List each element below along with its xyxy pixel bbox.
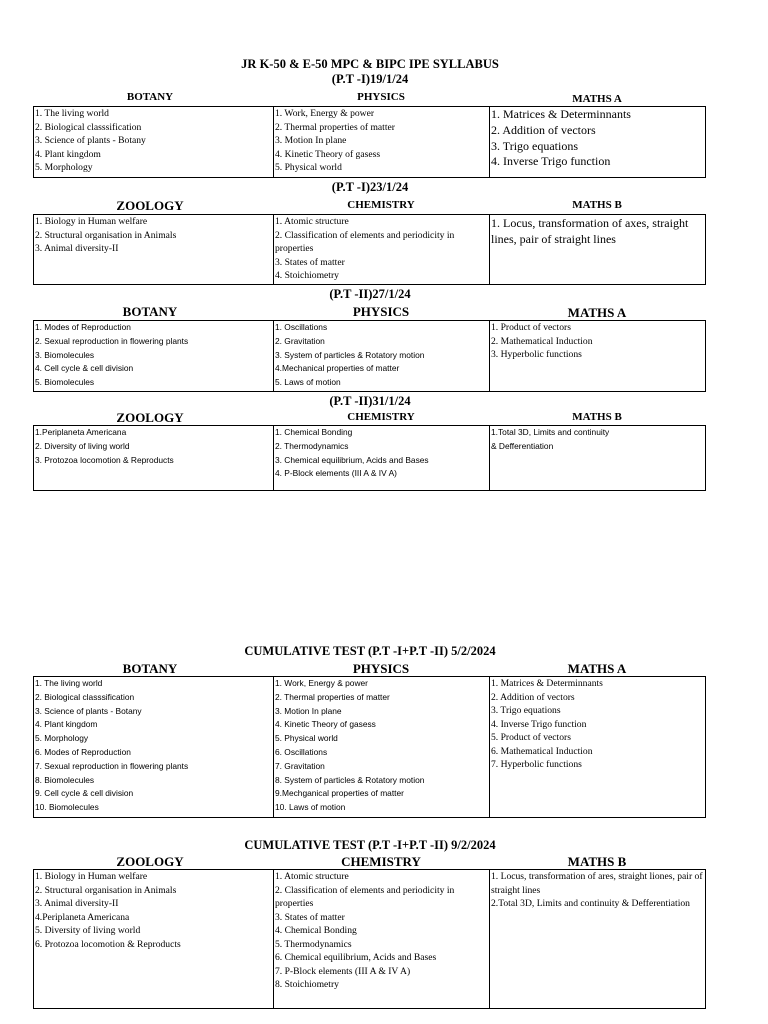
list-item: 2. Addition of vectors <box>491 691 575 703</box>
column-header: MATHS A <box>567 305 627 320</box>
list-item: & Defferentiation <box>491 440 554 451</box>
list-item: 4. Kinetic Theory of gasess <box>275 719 376 730</box>
table-cell <box>34 321 274 391</box>
section-heading: (P.T -II)31/1/24 <box>329 394 411 408</box>
list-item: 4. Inverse Trigo function <box>491 154 611 169</box>
list-item: 8. Stoichiometry <box>275 979 339 990</box>
syllabus-table <box>33 214 706 285</box>
column-header: ZOOLOGY <box>116 410 184 425</box>
list-item: 7. Hyperbolic functions <box>491 759 582 770</box>
list-item: 10. Biomolecules <box>35 802 99 813</box>
list-item: 1. Oscillations <box>275 322 328 332</box>
list-item: 1. Product of vectors <box>491 322 571 333</box>
list-item: 2. Sexual reproduction in flowering plants <box>35 335 189 346</box>
list-item: 1. Biology in Human welfare <box>35 216 148 227</box>
list-item: 3. Protozoa locomotion & Reproducts <box>35 454 174 465</box>
list-item: 1. Locus, transformation of axes, straight lines, pair of straight lines <box>491 216 689 246</box>
list-item: 5. Physical world <box>275 733 338 744</box>
list-item: 4. Chemical Bonding <box>275 925 357 936</box>
column-header: ZOOLOGY <box>116 854 184 869</box>
list-item: 3. Trigo equations <box>491 705 561 716</box>
list-item: 3. Biomolecules <box>35 349 95 360</box>
list-item: 7. Sexual reproduction in flowering plants <box>35 760 189 771</box>
column-header: MATHS A <box>567 661 627 676</box>
section-heading: CUMULATIVE TEST (P.T -I+P.T -II) 5/2/2024 <box>244 644 496 658</box>
table-cell <box>274 426 490 490</box>
list-item: 2. Diversity of living world <box>35 440 130 451</box>
list-item: 3. Science of plants - Botany <box>35 705 142 716</box>
table-cell <box>490 870 705 1008</box>
table-cell <box>274 321 490 391</box>
list-item: 2. Biological classsification <box>35 121 142 133</box>
list-item: 4. Inverse Trigo function <box>491 718 587 730</box>
list-item: 4. Plant kingdom <box>35 148 101 160</box>
list-item: 1. Work, Energy & power <box>275 678 368 688</box>
list-item: 3. Hyperbolic functions <box>491 349 582 360</box>
list-item: 3. System of particles & Rotatory motion <box>275 349 425 360</box>
list-item: 5. Laws of motion <box>275 377 341 388</box>
table-cell <box>34 426 274 490</box>
column-header: CHEMISTRY <box>347 411 415 423</box>
list-item: 5. Morphology <box>35 733 89 744</box>
list-item: 6. Mathematical Induction <box>491 745 593 757</box>
column-header: PHYSICS <box>352 661 410 676</box>
list-item: 3. States of matter <box>275 256 345 268</box>
list-item: 9.Mechganical properties of matter <box>275 788 404 799</box>
list-item: 2. Structural organisation in Animals <box>35 884 177 896</box>
column-header: PHYSICS <box>352 304 410 319</box>
column-header: CHEMISTRY <box>341 854 421 869</box>
list-item: 3. States of matter <box>275 911 345 923</box>
list-item: 1. The living world <box>35 678 103 688</box>
list-item: 1.Total 3D, Limits and continuity <box>491 427 610 437</box>
list-item: 2. Thermodynamics <box>275 440 349 451</box>
column-header: MATHS A <box>572 93 622 105</box>
list-item: 1. Atomic structure <box>275 871 349 882</box>
list-item: 3. Chemical equilibrium, Acids and Bases <box>275 454 429 465</box>
list-item: 3. Trigo equations <box>491 138 579 153</box>
table-cell <box>34 870 274 1008</box>
syllabus-table <box>33 425 706 491</box>
section-heading: (P.T -II)27/1/24 <box>329 287 411 301</box>
list-item: 2.Total 3D, Limits and continuity & Defferentiation <box>491 898 690 909</box>
column-header: ZOOLOGY <box>116 198 184 213</box>
list-item: 1. Matrices & Determinnants <box>491 678 603 689</box>
column-header: BOTANY <box>122 661 178 676</box>
list-item: 7. Gravitation <box>275 760 325 771</box>
list-item: 4.Mechanical properties of matter <box>275 363 400 374</box>
table-cell <box>274 677 490 817</box>
list-item: 4. Kinetic Theory of gasess <box>275 148 381 160</box>
list-item: 3. Animal diversity-II <box>35 243 119 254</box>
list-item: 7. P-Block elements (III A & IV A) <box>275 965 411 977</box>
list-item: 2. Thermal properties of matter <box>275 691 390 702</box>
list-item: 2. Structural organisation in Animals <box>35 229 177 241</box>
list-item: 8. System of particles & Rotatory motion <box>275 774 425 785</box>
list-item: 2. Addition of vectors <box>491 122 596 137</box>
table-cell <box>490 107 705 177</box>
syllabus-table <box>33 676 706 818</box>
list-item: 4. Cell cycle & cell division <box>35 363 134 374</box>
list-item: 4. Plant kingdom <box>35 719 98 730</box>
list-item: 2. Classification of elements and periodicity in properties <box>275 229 455 254</box>
table-cell <box>490 677 705 817</box>
list-item: 3. Animal diversity-II <box>35 898 119 909</box>
column-header: MATHS B <box>572 411 622 423</box>
list-item: 4. P-Block elements (III A & IV A) <box>275 468 397 479</box>
list-item: 1. Chemical Bonding <box>275 427 353 437</box>
list-item: 3. Motion In plane <box>275 705 342 716</box>
list-item: 5. Physical world <box>275 162 342 173</box>
list-item: 2. Thermal properties of matter <box>275 121 395 133</box>
list-item: 6. Oscillations <box>275 746 328 757</box>
section-heading: (P.T -I)19/1/24 <box>331 72 409 86</box>
column-header: MATHS B <box>572 199 622 211</box>
list-item: 6. Modes of Reproduction <box>35 746 131 757</box>
list-item: 5. Thermodynamics <box>275 938 352 950</box>
syllabus-table <box>33 320 706 392</box>
column-header: BOTANY <box>126 91 174 103</box>
list-item: 3. Science of plants - Botany <box>35 135 146 146</box>
document-title: JR K-50 & E-50 MPC & BIPC IPE SYLLABUS <box>241 57 499 71</box>
list-item: 6. Chemical equilibrium, Acids and Bases <box>275 952 437 963</box>
list-item: 10. Laws of motion <box>275 802 346 813</box>
section-heading: (P.T -I)23/1/24 <box>331 180 409 194</box>
list-item: 1. Atomic structure <box>275 216 349 227</box>
list-item: 8. Biomolecules <box>35 774 95 785</box>
list-item: 1. Biology in Human welfare <box>35 871 148 882</box>
table-cell <box>274 870 490 1008</box>
list-item: 5. Diversity of living world <box>35 925 141 936</box>
list-item: 6. Protozoa locomotion & Reproducts <box>35 938 181 950</box>
list-item: 4.Periplaneta Americana <box>35 911 130 923</box>
list-item: 1. Work, Energy & power <box>275 108 375 119</box>
section-heading: CUMULATIVE TEST (P.T -I+P.T -II) 9/2/2024 <box>244 838 496 852</box>
list-item: 1.Periplaneta Americana <box>35 427 127 437</box>
table-cell <box>34 215 274 284</box>
column-header: PHYSICS <box>357 91 405 103</box>
column-header: BOTANY <box>122 304 178 319</box>
table-cell <box>490 426 705 490</box>
list-item: 3. Motion In plane <box>275 135 347 146</box>
list-item: 4. Stoichiometry <box>275 270 339 281</box>
table-cell <box>490 321 705 391</box>
list-item: 1. Locus, transformation of ares, straight liones, pair of straight lines <box>491 871 703 896</box>
table-cell <box>274 107 490 177</box>
list-item: 1. Modes of Reproduction <box>35 322 131 332</box>
table-cell <box>34 107 274 177</box>
list-item: 5. Morphology <box>35 162 93 173</box>
list-item: 1. The living world <box>35 108 109 119</box>
list-item: 9. Cell cycle & cell division <box>35 788 134 799</box>
table-cell <box>490 215 705 284</box>
syllabus-table <box>33 869 706 1009</box>
list-item: 1. Matrices & Determinnants <box>491 107 631 121</box>
list-item: 5. Product of vectors <box>491 732 571 743</box>
table-cell <box>34 677 274 817</box>
column-header: CHEMISTRY <box>347 199 415 211</box>
syllabus-table <box>33 106 706 178</box>
list-item: 2. Mathematical Induction <box>491 335 593 347</box>
list-item: 2. Biological classsification <box>35 691 135 702</box>
list-item: 5. Biomolecules <box>35 377 95 388</box>
column-header: MATHS B <box>567 854 627 869</box>
list-item: 2. Gravitation <box>275 335 325 346</box>
table-cell <box>274 215 490 284</box>
list-item: 2. Classification of elements and periodicity in properties <box>275 884 455 909</box>
